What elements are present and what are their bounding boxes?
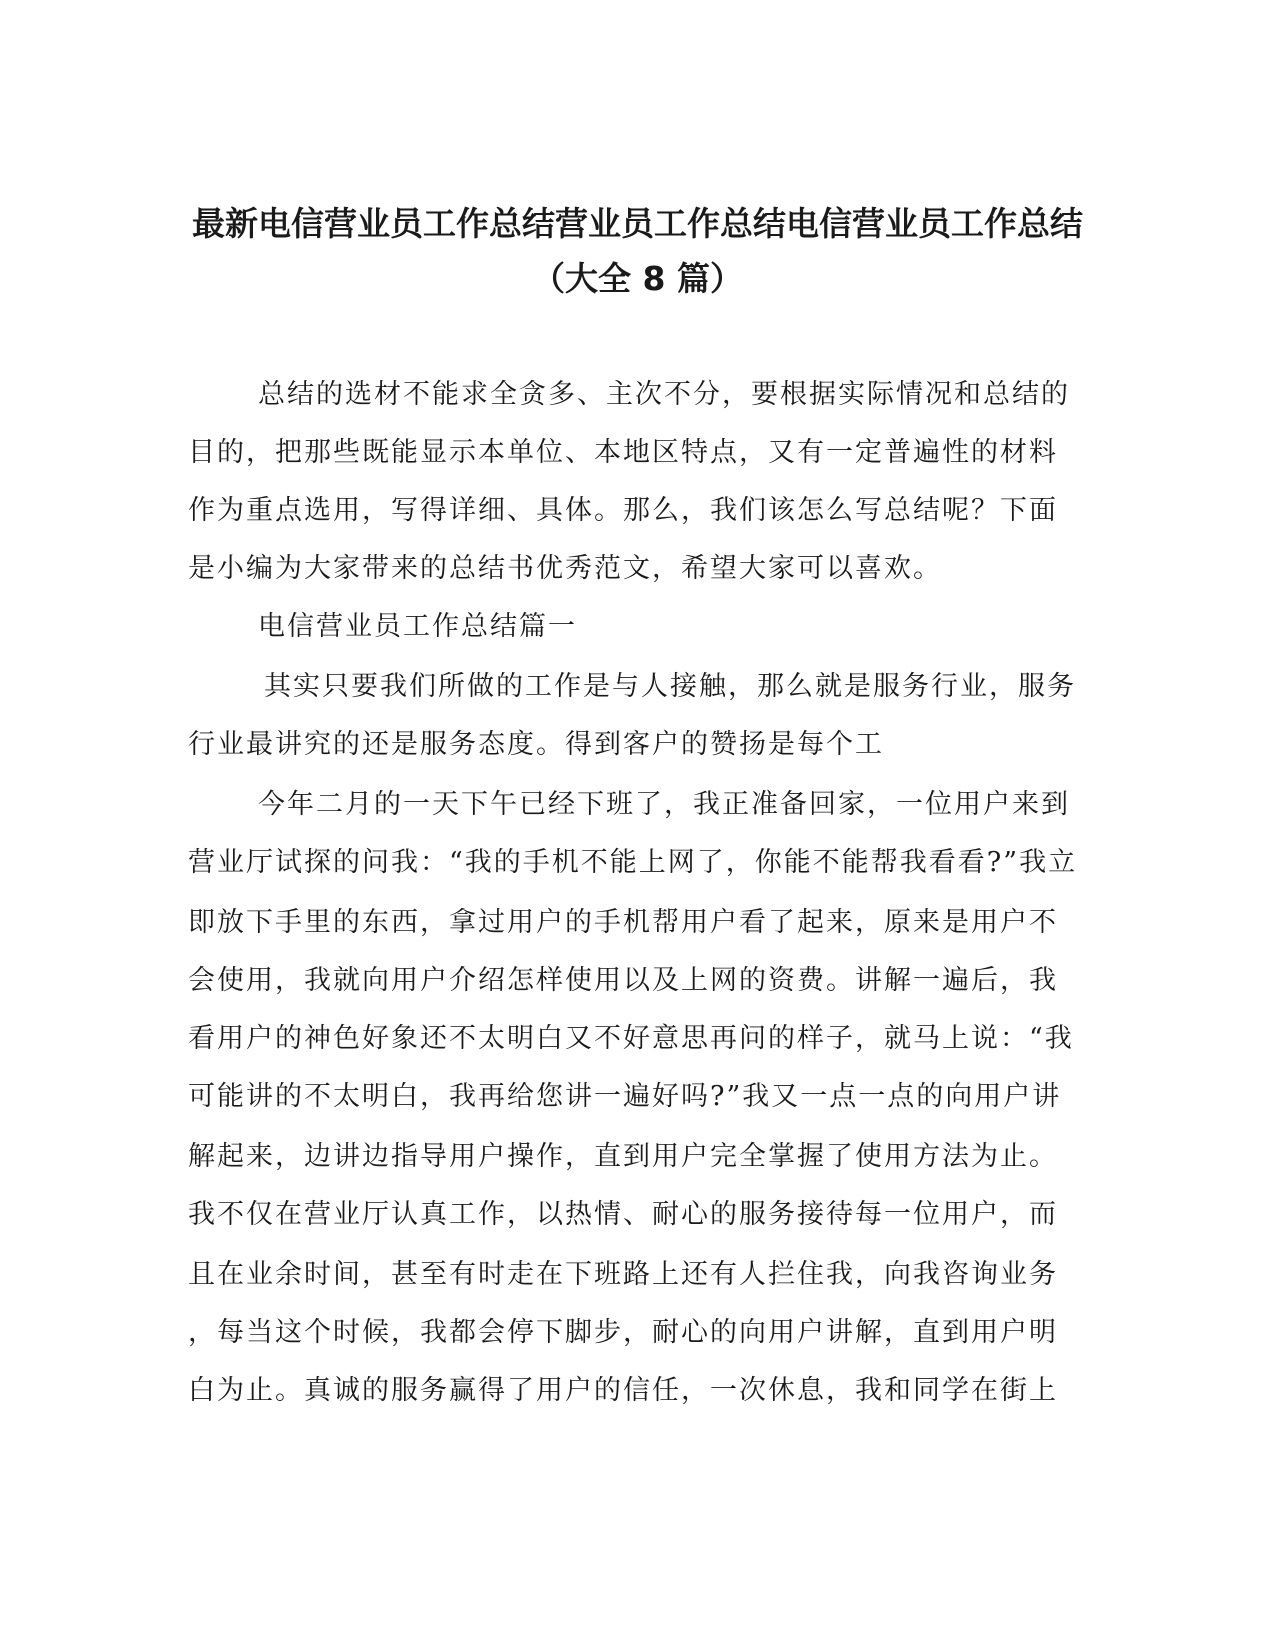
paragraph-line: 行业最讲究的还是服务态度。得到客户的赞扬是每个工 — [188, 729, 884, 760]
paragraph-line: 是小编为大家带来的总结书优秀范文，希望大家可以喜欢。 — [188, 553, 942, 584]
paragraph-line: 看用户的神色好象还不太明白又不好意思再问的样子，就马上说：“我 — [188, 1023, 1074, 1054]
title-line-2: （大全 8 篇） — [532, 259, 743, 298]
paragraph-line: 总结的选材不能求全贪多、主次不分，要根据实际情况和总结的 — [258, 379, 1070, 410]
paragraph-line: 即放下手里的东西，拿过用户的手机帮用户看了起来，原来是用户不 — [188, 907, 1058, 938]
paragraph-line: 作为重点选用，写得详细、具体。那么，我们该怎么写总结呢？下面 — [188, 495, 1058, 526]
paragraph-line: 解起来，边讲边指导用户操作，直到用户完全掌握了使用方法为止。 — [188, 1141, 1058, 1172]
paragraph-line: 营业厅试探的问我：“我的手机不能上网了，你能不能帮我看看?”我立 — [188, 847, 1078, 878]
paragraph-line: 今年二月的一天下午已经下班了，我正准备回家，一位用户来到 — [258, 789, 1070, 820]
section-heading: 电信营业员工作总结篇一 — [258, 611, 577, 642]
title-line-1: 最新电信营业员工作总结营业员工作总结电信营业员工作总结 — [192, 204, 1083, 243]
paragraph-line: 会使用，我就向用户介绍怎样使用以及上网的资费。讲解一遍后，我 — [188, 965, 1058, 996]
paragraph-line: 可能讲的不太明白，我再给您讲一遍好吗?”我又一点一点的向用户讲 — [188, 1081, 1062, 1112]
document-title — [150, 196, 1125, 306]
paragraph-line: 白为止。真诚的服务赢得了用户的信任，一次休息，我和同学在街上 — [188, 1375, 1058, 1406]
paragraph-line: ，每当这个时候，我都会停下脚步，耐心的向用户讲解，直到用户明 — [188, 1317, 1058, 1348]
paragraph-line: 我不仅在营业厅认真工作，以热情、耐心的服务接待每一位用户，而 — [188, 1199, 1058, 1230]
paragraph-line: 其实只要我们所做的工作是与人接触，那么就是服务行业，服务 — [264, 671, 1076, 702]
paragraph-line: 目的，把那些既能显示本单位、本地区特点，又有一定普遍性的材料 — [188, 437, 1058, 468]
paragraph-line: 且在业余时间，甚至有时走在下班路上还有人拦住我，向我咨询业务 — [188, 1259, 1058, 1290]
